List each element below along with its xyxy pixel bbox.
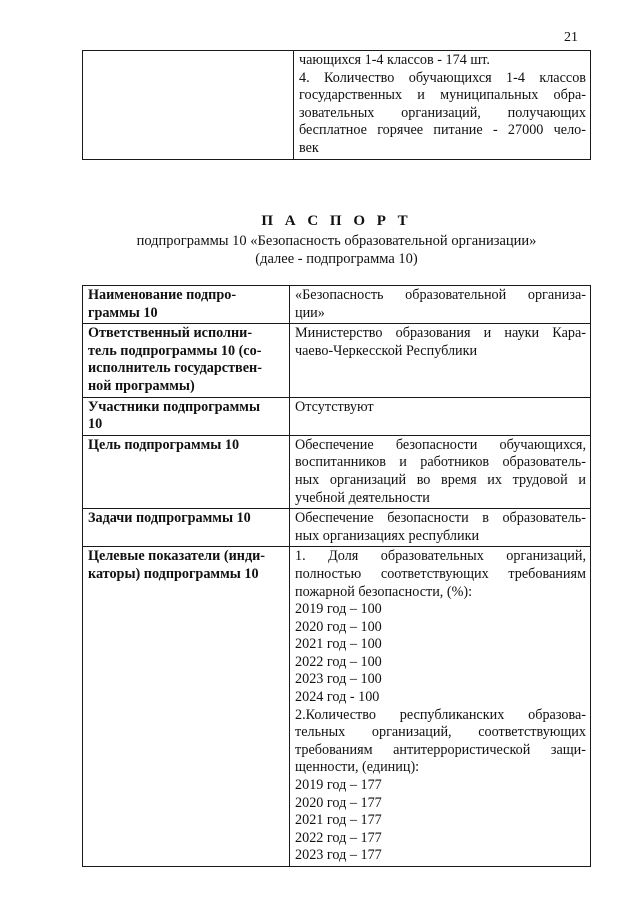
text-line: 2020 год – 177 bbox=[295, 794, 382, 811]
text-line: граммы 10 bbox=[88, 304, 158, 321]
empty-cell bbox=[83, 51, 294, 160]
row-label-name bbox=[83, 286, 290, 324]
text-line: 2021 год – 100 bbox=[295, 636, 382, 653]
text-line: Цель подпрограммы 10 bbox=[88, 436, 240, 453]
text-line: век bbox=[299, 139, 319, 156]
passport-subtitle: подпрограммы 10 «Безопасность образовательной организации» bbox=[136, 233, 537, 249]
row-label-tasks bbox=[83, 509, 290, 547]
text-line: 2022 год – 177 bbox=[295, 829, 382, 846]
row-label-goal bbox=[83, 435, 290, 508]
text-line: 2023 год – 100 bbox=[295, 671, 382, 688]
text-line: Целевые показатели (инди- bbox=[88, 548, 266, 565]
row-value-name bbox=[290, 286, 591, 324]
text-line: 2019 год – 100 bbox=[295, 601, 382, 618]
row-value-indicators bbox=[290, 547, 591, 867]
text-line: полностью соответствующих требованиям bbox=[295, 565, 586, 582]
text-line: тель подпрограммы 10 (со- bbox=[88, 342, 262, 359]
text-line: исполнитель государствен- bbox=[88, 360, 262, 377]
text-line: 2022 год – 100 bbox=[295, 653, 382, 670]
text-line: 2020 год – 100 bbox=[295, 618, 382, 635]
row-label-participants bbox=[83, 397, 290, 435]
text-line: Наименование подпро- bbox=[88, 287, 237, 303]
text-line: Участники подпрограммы bbox=[88, 398, 261, 415]
table-row bbox=[83, 51, 591, 160]
text-line: щенности, (единиц): bbox=[295, 759, 420, 776]
row-label-executor bbox=[83, 324, 290, 397]
row-value-executor bbox=[290, 324, 591, 397]
row-value-participants bbox=[290, 397, 591, 435]
row-label-indicators bbox=[83, 547, 290, 867]
text-line: тельных организаций, соответствующих bbox=[295, 724, 586, 741]
text-line: Обеспечение безопасности обучающихся, bbox=[295, 436, 586, 453]
page-number: 21 bbox=[564, 30, 578, 45]
passport-heading bbox=[82, 212, 591, 268]
text-line: ных организациях республики bbox=[295, 527, 480, 544]
text-line: чаево-Черкесской Республики bbox=[295, 342, 478, 359]
text-line: пожарной безопасности, (%): bbox=[295, 583, 473, 600]
text-line: зовательных организаций, получающих bbox=[299, 104, 586, 121]
text-line: Задачи подпрограммы 10 bbox=[88, 510, 251, 527]
table-row bbox=[83, 435, 591, 508]
text-line: Министерство образования и науки Кара- bbox=[295, 325, 586, 342]
passport-table bbox=[82, 285, 591, 867]
text-line: каторы) подпрограммы 10 bbox=[88, 565, 259, 582]
text-line: чающихся 1-4 классов - 174 шт. bbox=[299, 52, 490, 68]
table-row bbox=[83, 547, 591, 867]
row-value-tasks bbox=[290, 509, 591, 547]
text-line: ции» bbox=[295, 304, 325, 321]
continuation-table bbox=[82, 50, 591, 160]
text-line: 2024 год - 100 bbox=[295, 689, 380, 706]
text-line: 4. Количество обучающихся 1-4 классов bbox=[299, 69, 586, 86]
text-line: ных организаций во время их трудовой и bbox=[295, 471, 586, 488]
passport-note: (далее - подпрограмма 10) bbox=[255, 251, 418, 267]
text-line: государственных и муниципальных обра- bbox=[299, 87, 586, 104]
continuation-text bbox=[294, 51, 591, 160]
text-line: 2021 год – 177 bbox=[295, 812, 382, 829]
table-row bbox=[83, 509, 591, 547]
passport-title: П А С П О Р Т bbox=[261, 213, 412, 229]
text-line: Обеспечение безопасности в образователь- bbox=[295, 510, 586, 527]
text-line: 1. Доля образовательных организаций, bbox=[295, 548, 586, 565]
text-line: воспитанников и работников образователь- bbox=[295, 454, 586, 471]
table-row bbox=[83, 324, 591, 397]
table-row bbox=[83, 397, 591, 435]
table-row bbox=[83, 286, 591, 324]
text-line: учебной деятельности bbox=[295, 489, 430, 506]
text-line: 2023 год – 177 bbox=[295, 847, 382, 864]
text-line: требованиям антитеррористической защи- bbox=[295, 741, 586, 758]
text-line: бесплатное горячее питание - 27000 чело- bbox=[299, 122, 586, 139]
text-line: «Безопасность образовательной организа- bbox=[295, 287, 586, 303]
text-line: 10 bbox=[88, 416, 103, 433]
text-line: 2.Количество республиканских образова- bbox=[295, 706, 586, 723]
text-line: Ответственный исполни- bbox=[88, 325, 253, 342]
text-line: 2019 год – 177 bbox=[295, 777, 382, 794]
row-value-goal bbox=[290, 435, 591, 508]
text-line: Отсутствуют bbox=[295, 398, 374, 415]
text-line: ной программы) bbox=[88, 377, 195, 394]
